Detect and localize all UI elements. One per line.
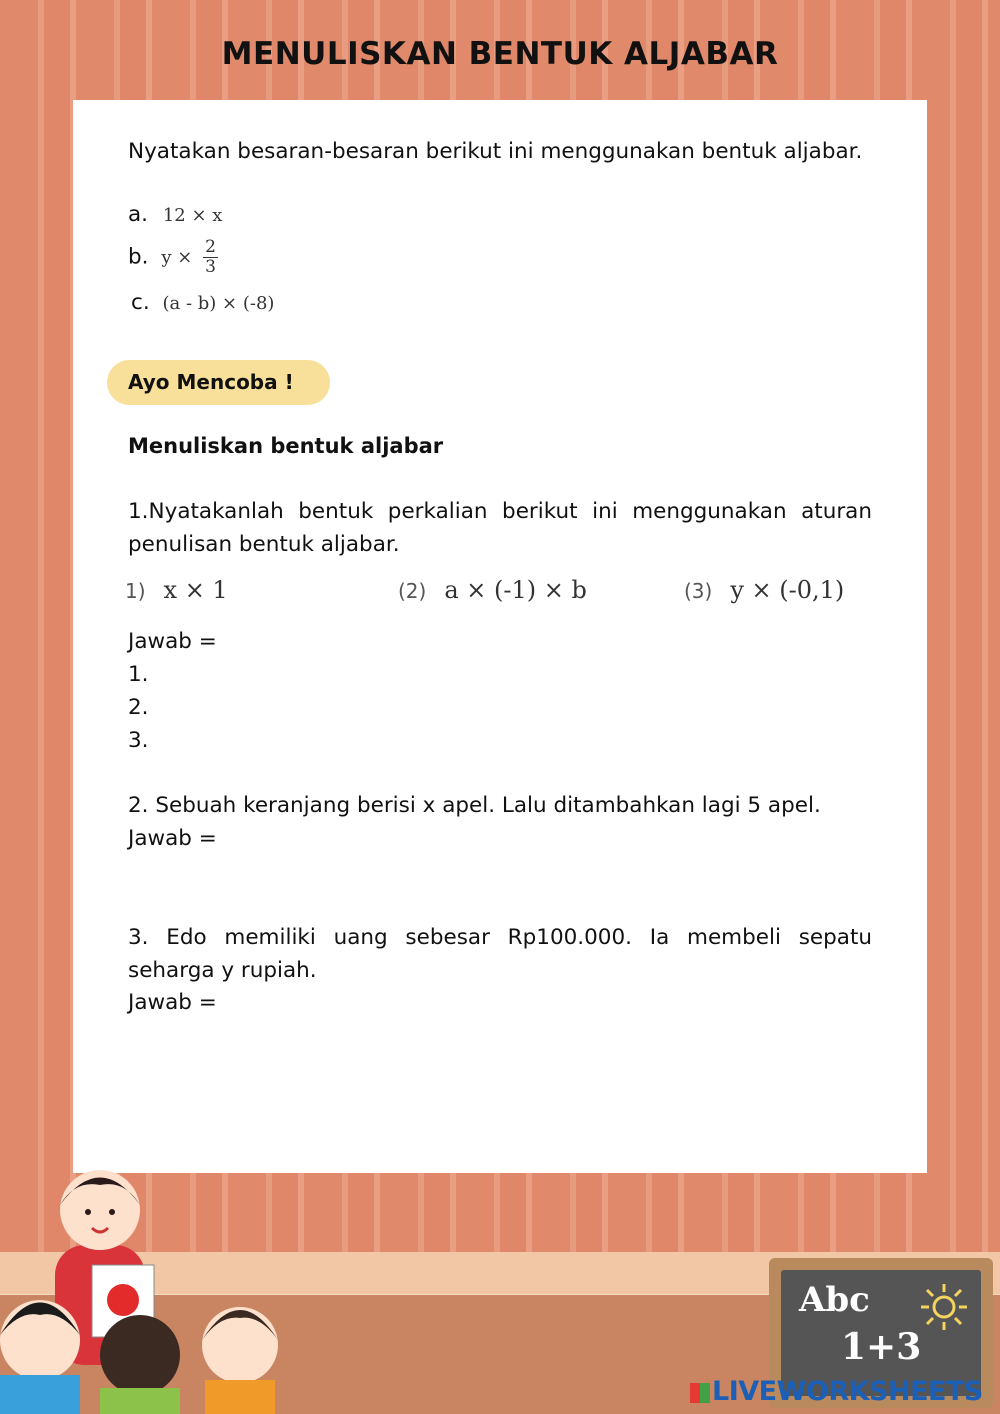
answer-line-1[interactable]: 1.	[128, 662, 149, 687]
problem-2	[398, 576, 587, 604]
question-1-prompt: 1.Nyatakanlah bentuk perkalian berikut ini menggunakan aturan penulisan bentuk aljabar.	[128, 499, 872, 557]
liveworksheets-logo-icon	[690, 1383, 710, 1403]
child-left	[0, 1300, 80, 1414]
item-label: b.	[128, 244, 149, 270]
problem-number: (2)	[398, 579, 427, 603]
problem-3	[684, 576, 844, 604]
item-label: a.	[128, 202, 149, 227]
problem-1	[125, 576, 228, 604]
answer-line-3[interactable]: 3.	[128, 728, 149, 753]
intro-item-b	[128, 238, 218, 277]
intro-item-c	[131, 290, 274, 315]
item-label: c.	[131, 290, 150, 315]
teacher-children-illustration	[0, 1150, 300, 1414]
child-right	[202, 1307, 278, 1414]
child-middle	[100, 1315, 180, 1414]
page-title: MENULISKAN BENTUK ALJABAR	[221, 36, 779, 72]
sun-drawing-icon	[919, 1282, 969, 1332]
problem-number: 1)	[125, 579, 146, 603]
fraction-numerator: 2	[205, 237, 216, 257]
chalk-text-sum: 1+3	[841, 1326, 922, 1368]
section-heading: Menuliskan bentuk aljabar	[128, 434, 444, 458]
fraction	[203, 238, 218, 277]
question-2-answer-label[interactable]: Jawab =	[128, 826, 217, 851]
problem-expression: a × (-1) × b	[444, 576, 587, 604]
item-expression: 12 × x	[162, 205, 223, 226]
question-1-answer-label: Jawab =	[128, 629, 217, 654]
question-3-prompt: 3. Edo memiliki uang sebesar Rp100.000. Ia membeli sepatu seharga y rupiah.	[128, 925, 872, 983]
question-3-answer-label[interactable]: Jawab =	[128, 990, 217, 1015]
item-expression: (a - b) × (-8)	[162, 293, 275, 314]
problem-number: (3)	[684, 579, 713, 603]
answer-line-2[interactable]: 2.	[128, 695, 149, 720]
intro-item-a	[128, 202, 222, 227]
chalk-text-abc: Abc	[799, 1280, 870, 1320]
ayo-mencoba-badge: Ayo Mencoba !	[107, 360, 330, 405]
problem-expression: y × (-0,1)	[730, 576, 845, 604]
item-expression: y ×	[161, 247, 193, 268]
problem-expression: x × 1	[163, 576, 228, 604]
fraction-denominator: 3	[205, 257, 216, 277]
liveworksheets-watermark	[690, 1376, 983, 1407]
intro-instruction: Nyatakan besaran-besaran berikut ini menggunakan bentuk aljabar.	[128, 139, 863, 164]
question-2-prompt: 2. Sebuah keranjang berisi x apel. Lalu ditambahkan lagi 5 apel.	[128, 793, 821, 818]
watermark-text: LIVEWORKSHEETS	[712, 1376, 983, 1407]
